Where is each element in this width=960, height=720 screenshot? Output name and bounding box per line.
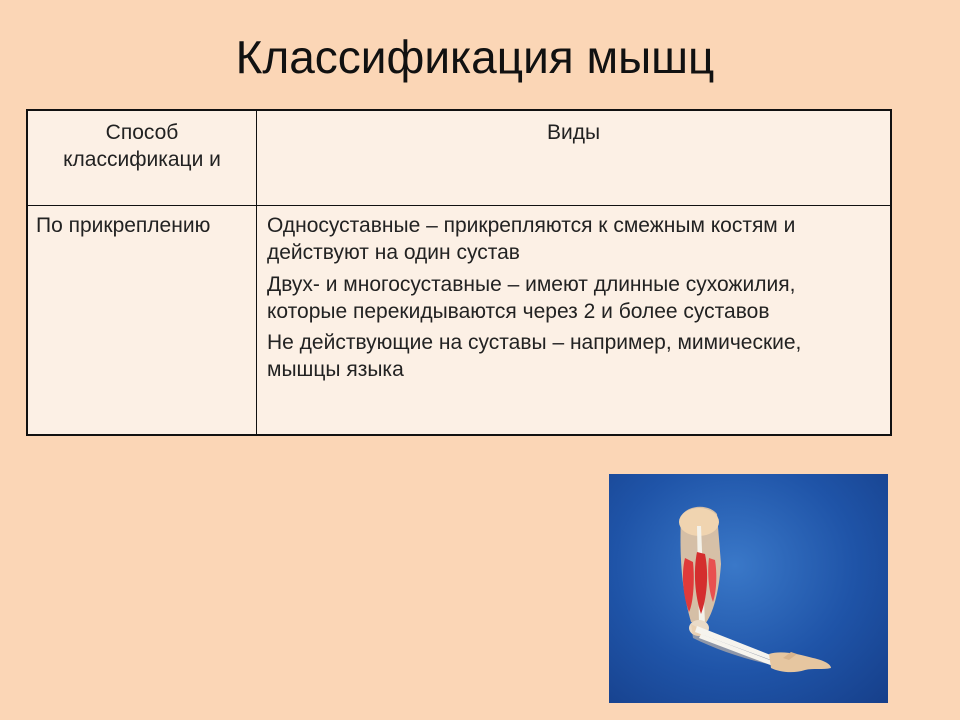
cell-method: По прикреплению (27, 206, 257, 436)
header-method: Способ классификаци и (27, 110, 257, 206)
cell-types (257, 206, 892, 436)
type-item-non-joint: Не действующие на суставы – например, мимические, мышцы языка (267, 331, 802, 382)
type-item-single-joint: Односуставные – прикрепляются к смежным костям и действуют на один сустав (267, 214, 796, 265)
header-types: Виды (257, 110, 892, 206)
arm-muscle-icon (609, 474, 888, 703)
type-item-multi-joint: Двух- и многосуставные – имеют длинные сухожилия, которые перекидываются через 2 и более суставов (267, 272, 796, 323)
table-header-row (27, 110, 891, 206)
classification-table (26, 109, 892, 436)
arm-muscle-illustration (609, 474, 888, 703)
table-row (27, 206, 891, 436)
slide-title: Классификация мышц (235, 31, 715, 83)
